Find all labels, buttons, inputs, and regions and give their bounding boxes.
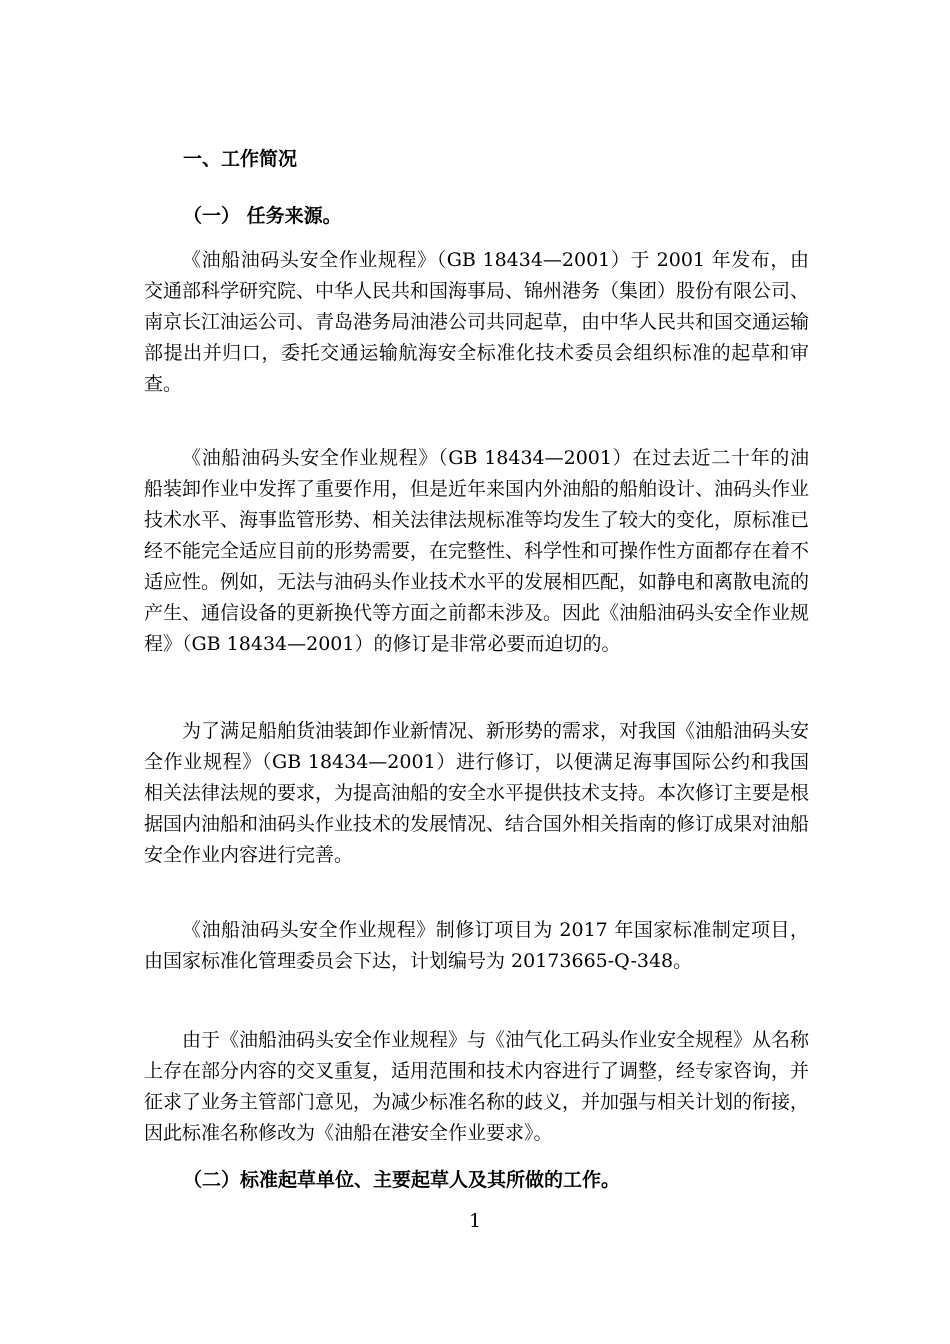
subsection-heading-task-source: （一） 任务来源。	[183, 205, 342, 227]
paragraph-title-change: 由于《油船油码头安全作业规程》与《油气化工码头作业安全规程》从名称上存在部分内容的交叉重复，适用范围和技术内容进行了调整，经专家咨询，并征求了业务主管部门意见，为减少标准名称的歧义，并加强与相关计划的衔接，因此标准名称修改为《油船在港安全作业要求》。	[144, 1029, 810, 1144]
paragraph-revision-purpose: 为了满足船舶货油装卸作业新情况、新形势的需求，对我国《油船油码头安全作业规程》（GB 18434—2001）进行修订，以便满足海事国际公约和我国相关法律法规的要求，为提高油船的安全水平提供技术支持。本次修订主要是根据国内油船和油码头作业技术的发展情况、结合国外相关指南的修订成果对油船安全作业内容进行完善。	[144, 720, 810, 866]
paragraph-project-plan: 《油船油码头安全作业规程》制修订项目为 2017 年国家标准制定项目，由国家标准化管理委员会下达，计划编号为 20173665-Q-348。	[144, 919, 809, 972]
paragraph-standard-origin: 《油船油码头安全作业规程》（GB 18434—2001）于 2001 年发布，由交通部科学研究院、中华人民共和国海事局、锦州港务（集团）股份有限公司、南京长江油运公司、青岛港务局油港公司共同起草，由中华人民共和国交通运输部提出并归口，委托交通运输航海安全标准化技术委员会组织标准的起草和审查。	[144, 249, 810, 395]
subsection-heading-drafting-units: （二）标准起草单位、主要起草人及其所做的工作。	[183, 1169, 621, 1191]
paragraph-revision-necessity: 《油船油码头安全作业规程》（GB 18434—2001）在过去近二十年的油船装卸作业中发挥了重要作用，但是近年来国内外油船的船舶设计、油码头作业技术水平、海事监管形势、相关法律法规标准等均发生了较大的变化，原标准已经不能完全适应目前的形势需要，在完整性、科学性和可操作性方面都存在着不适应性。例如，无法与油码头作业技术水平的发展相匹配，如静电和离散电流的产生、通信设备的更新换代等方面之前都未涉及。因此《油船油码头安全作业规程》（GB 18434—2001）的修订是非常必要而迫切的。	[144, 447, 810, 655]
section-heading: 一、工作简况	[183, 148, 298, 170]
page-number: 1	[468, 1210, 482, 1232]
